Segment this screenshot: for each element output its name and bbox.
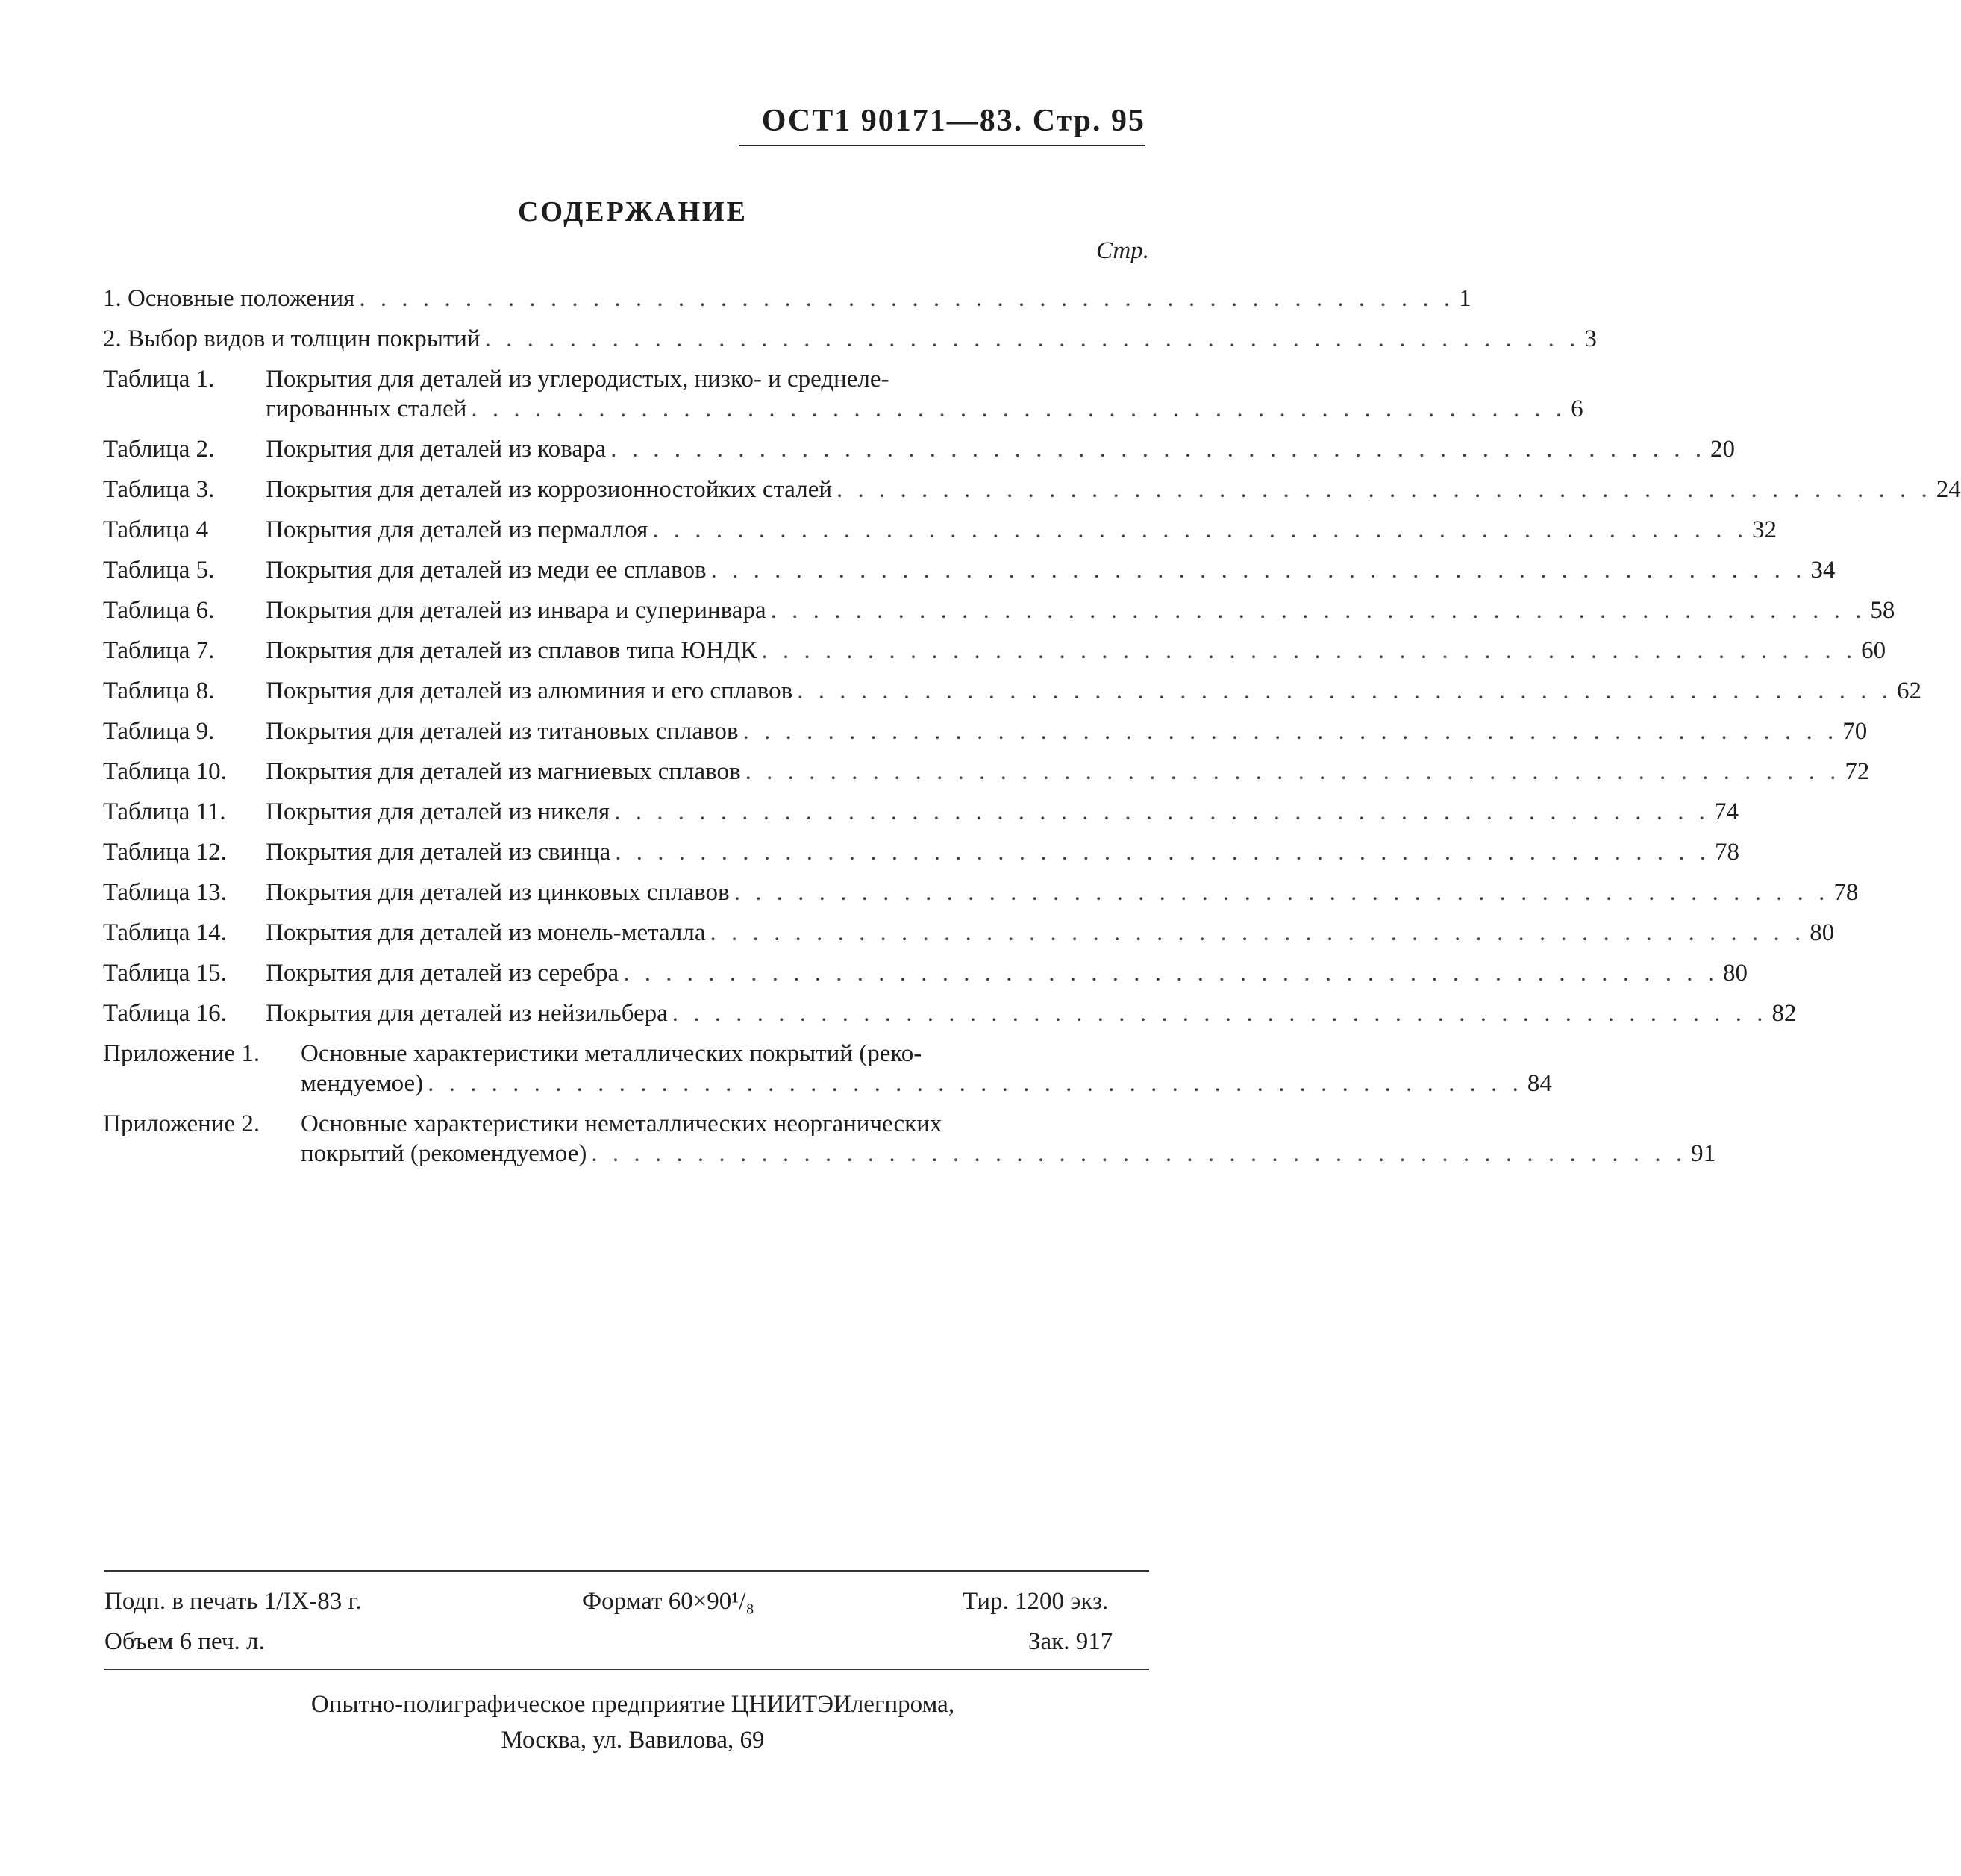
toc-leader-dots: . . . . . . . . . . . . . . . . . . . . . . . . . . . . . . . . . . . . . . . . . . . . . . . . . . . . xyxy=(610,436,1706,463)
toc-page-number: 74 xyxy=(1713,798,1739,825)
toc-entry xyxy=(103,676,1921,706)
toc-entry-prefix: Таблица 4 xyxy=(103,516,209,543)
toc-entry-title: Покрытия для деталей из коррозионностойких сталей xyxy=(266,476,833,503)
toc-entry xyxy=(103,797,1739,827)
toc-entry xyxy=(103,716,1868,746)
toc-leader-dots: . . . . . . . . . . . . . . . . . . . . . . . . . . . . . . . . . . . . . . . . . . . . . . . . . . . . xyxy=(742,718,1839,745)
toc-page-number: 78 xyxy=(1715,839,1740,866)
toc-entry xyxy=(103,757,1870,787)
toc-leader-dots: . . . . . . . . . . . . . . . . . . . . . . . . . . . . . . . . . . . . . . . . . . . . . . . . . . . . xyxy=(614,798,1710,825)
toc-entry-title: Покрытия для деталей из серебра xyxy=(266,960,619,987)
toc-entry xyxy=(103,284,1471,313)
toc-leader-dots: . . . . . . . . . . . . . . . . . . . . . . . . . . . . . . . . . . . . . . . . . . . . . . . . . . . . xyxy=(615,839,1711,866)
toc-page-number: 82 xyxy=(1771,1000,1797,1027)
page-header: ОСТ1 90171—83. Стр. 95 xyxy=(739,103,1145,146)
toc-entry-prefix: Таблица 8. xyxy=(103,678,215,704)
page-title: СОДЕРЖАНИЕ xyxy=(518,196,748,228)
toc-entry-title: Покрытия для деталей из меди ее сплавов xyxy=(266,557,707,584)
toc-entry xyxy=(103,837,1740,867)
toc-page-number: 60 xyxy=(1861,637,1886,664)
toc-entry-title: 1. Основные положения xyxy=(103,285,355,312)
toc-entry-prefix: Таблица 3. xyxy=(103,476,215,503)
toc-leader-dots: . . . . . . . . . . . . . . . . . . . . . . . . . . . . . . . . . . . . . . . . . . . . . . . . . . . . xyxy=(591,1140,1687,1167)
toc-entry xyxy=(103,555,1836,585)
table-of-contents xyxy=(103,284,1961,1179)
toc-entry xyxy=(103,364,1583,424)
toc-leader-dots: . . . . . . . . . . . . . . . . . . . . . . . . . . . . . . . . . . . . . . . . . . . . . . . . . . . . xyxy=(672,1000,1768,1027)
toc-entry-prefix: Таблица 15. xyxy=(103,960,227,987)
toc-page-number: 32 xyxy=(1752,516,1777,543)
toc-entry-prefix: Таблица 10. xyxy=(103,758,227,785)
toc-entry-title: Покрытия для деталей из титановых сплавов xyxy=(266,718,739,745)
toc-leader-dots: . . . . . . . . . . . . . . . . . . . . . . . . . . . . . . . . . . . . . . . . . . . . . . . . . . . . xyxy=(623,960,1718,987)
toc-entry-title: покрытий (рекомендуемое) xyxy=(301,1140,587,1167)
toc-page-number: 62 xyxy=(1896,678,1921,704)
toc-entry-title: Покрытия для деталей из алюминия и его сплавов xyxy=(266,678,793,704)
toc-leader-dots: . . . . . . . . . . . . . . . . . . . . . . . . . . . . . . . . . . . . . . . . . . . . . . . . . . . . xyxy=(359,285,1455,312)
imprint-signed: Подп. в печать 1/IX-83 г. xyxy=(104,1588,362,1615)
toc-entry-prefix: Приложение 1. xyxy=(103,1040,260,1067)
toc-page-number: 34 xyxy=(1810,557,1836,584)
toc-entry-title: Покрытия для деталей из никеля xyxy=(266,798,610,825)
toc-leader-dots: . . . . . . . . . . . . . . . . . . . . . . . . . . . . . . . . . . . . . . . . . . . . . . . . . . . . xyxy=(797,678,1892,704)
toc-leader-dots: . . . . . . . . . . . . . . . . . . . . . . . . . . . . . . . . . . . . . . . . . . . . . . . . . . . . xyxy=(471,395,1567,422)
toc-page-number: 6 xyxy=(1571,395,1583,422)
toc-page-number: 1 xyxy=(1459,285,1471,312)
toc-page-number: 80 xyxy=(1722,960,1748,987)
toc-entry-title: Покрытия для деталей из нейзильбера xyxy=(266,1000,668,1027)
toc-entry-title: Покрытия для деталей из магниевых сплавов xyxy=(266,758,741,785)
imprint-order: Зак. 917 xyxy=(1028,1628,1113,1655)
toc-page-number: 78 xyxy=(1833,879,1859,906)
toc-entry xyxy=(103,1039,1552,1098)
toc-entry xyxy=(103,434,1735,464)
toc-entry-title: мендуемое) xyxy=(301,1070,424,1097)
imprint-format: Формат 60×90¹/₈ xyxy=(582,1588,754,1615)
toc-entry xyxy=(103,998,1797,1028)
toc-entry xyxy=(103,324,1597,354)
toc-leader-dots: . . . . . . . . . . . . . . . . . . . . . . . . . . . . . . . . . . . . . . . . . . . . . . . . . . . . xyxy=(761,637,1857,664)
toc-entry-prefix: Таблица 5. xyxy=(103,557,215,584)
toc-entry xyxy=(103,1109,1716,1169)
toc-entry-prefix: Таблица 1. xyxy=(103,366,215,393)
toc-page-number: 24 xyxy=(1936,476,1961,503)
toc-page-number: 84 xyxy=(1527,1070,1552,1097)
toc-entry-title: Основные характеристики неметаллических неорганических xyxy=(301,1110,942,1137)
toc-page-number: 3 xyxy=(1584,325,1597,352)
toc-entry-title: Покрытия для деталей из сплавов типа ЮНДК xyxy=(266,637,757,664)
toc-page-number: 58 xyxy=(1870,597,1895,624)
toc-entry-prefix: Таблица 7. xyxy=(103,637,215,664)
toc-entry xyxy=(103,475,1961,504)
toc-entry-title: Покрытия для деталей из цинковых сплавов xyxy=(266,879,730,906)
toc-leader-dots: . . . . . . . . . . . . . . . . . . . . . . . . . . . . . . . . . . . . . . . . . . . . . . . . . . . . xyxy=(652,516,1748,543)
imprint-run: Тир. 1200 экз. xyxy=(963,1588,1109,1615)
toc-entry xyxy=(103,595,1895,625)
toc-entry-title: Покрытия для деталей из ковара xyxy=(266,436,607,463)
toc-entry-title: Покрытия для деталей из углеродистых, низко- и среднеле- xyxy=(266,366,889,393)
divider-top xyxy=(104,1570,1149,1572)
toc-entry xyxy=(103,958,1748,988)
toc-page-number: 72 xyxy=(1845,758,1870,785)
toc-leader-dots: . . . . . . . . . . . . . . . . . . . . . . . . . . . . . . . . . . . . . . . . . . . . . . . . . . . . xyxy=(745,758,1841,785)
toc-leader-dots: . . . . . . . . . . . . . . . . . . . . . . . . . . . . . . . . . . . . . . . . . . . . . . . . . . . . xyxy=(770,597,1866,624)
toc-leader-dots: . . . . . . . . . . . . . . . . . . . . . . . . . . . . . . . . . . . . . . . . . . . . . . . . . . . . xyxy=(734,879,1830,906)
toc-entry-title: 2. Выбор видов и толщин покрытий xyxy=(103,325,481,352)
toc-entry-title: Покрытия для деталей из монель-металла xyxy=(266,919,706,946)
toc-leader-dots: . . . . . . . . . . . . . . . . . . . . . . . . . . . . . . . . . . . . . . . . . . . . . . . . . . . . xyxy=(484,325,1580,352)
divider-bottom xyxy=(104,1669,1149,1670)
toc-entry-prefix: Таблица 14. xyxy=(103,919,227,946)
toc-entry-prefix: Таблица 2. xyxy=(103,436,215,463)
toc-leader-dots: . . . . . . . . . . . . . . . . . . . . . . . . . . . . . . . . . . . . . . . . . . . . . . . . . . . . xyxy=(710,919,1806,946)
toc-entry-title: Основные характеристики металлических покрытий (реко- xyxy=(301,1040,922,1067)
toc-entry-prefix: Приложение 2. xyxy=(103,1110,260,1137)
toc-leader-dots: . . . . . . . . . . . . . . . . . . . . . . . . . . . . . . . . . . . . . . . . . . . . . . . . . . . . xyxy=(428,1070,1523,1097)
toc-entry-prefix: Таблица 11. xyxy=(103,798,226,825)
toc-entry-prefix: Таблица 16. xyxy=(103,1000,227,1027)
printer-line-1: Опытно-полиграфическое предприятие ЦНИИТЭИлегпрома, xyxy=(310,1691,955,1718)
toc-entry-prefix: Таблица 13. xyxy=(103,879,227,906)
toc-entry-title: Покрытия для деталей из инвара и суперинвара xyxy=(266,597,766,624)
toc-entry xyxy=(103,878,1859,907)
printer-line-2: Москва, ул. Вавилова, 69 xyxy=(501,1727,765,1754)
toc-entry-title: Покрытия для деталей из пермаллоя xyxy=(266,516,648,543)
toc-page-number: 91 xyxy=(1691,1140,1716,1167)
toc-entry xyxy=(103,918,1835,948)
toc-entry-prefix: Таблица 12. xyxy=(103,839,227,866)
toc-leader-dots: . . . . . . . . . . . . . . . . . . . . . . . . . . . . . . . . . . . . . . . . . . . . . . . . . . . . xyxy=(710,557,1807,584)
toc-page-number: 70 xyxy=(1842,718,1868,745)
toc-page-number: 20 xyxy=(1710,436,1735,463)
toc-entry xyxy=(103,515,1777,545)
toc-entry-title: гированных сталей xyxy=(266,395,467,422)
toc-entry-title: Покрытия для деталей из свинца xyxy=(266,839,611,866)
toc-leader-dots: . . . . . . . . . . . . . . . . . . . . . . . . . . . . . . . . . . . . . . . . . . . . . . . . . . . . xyxy=(836,476,1932,503)
imprint-volume: Объем 6 печ. л. xyxy=(104,1628,265,1655)
toc-entry xyxy=(103,636,1886,666)
page-column-label: Стр. xyxy=(1095,237,1149,264)
toc-entry-prefix: Таблица 9. xyxy=(103,718,215,745)
toc-page-number: 80 xyxy=(1810,919,1835,946)
toc-entry-prefix: Таблица 6. xyxy=(103,597,215,624)
